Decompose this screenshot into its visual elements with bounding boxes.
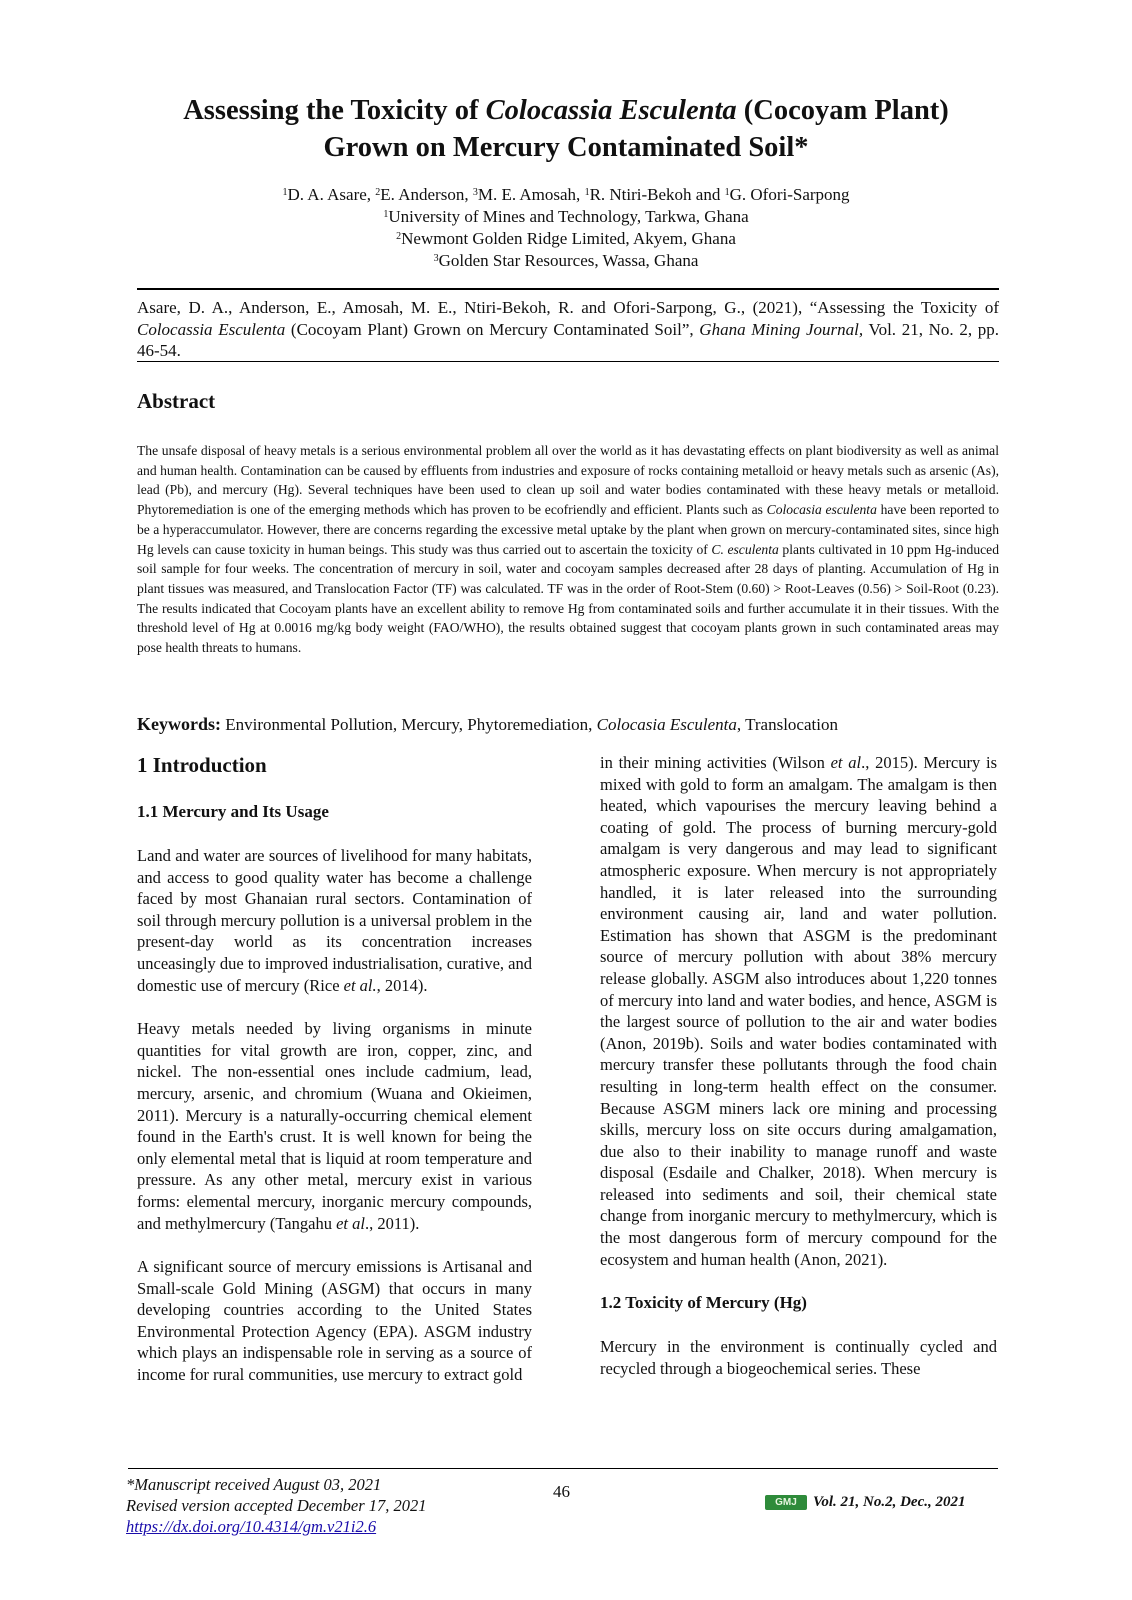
- author-sup: 1: [724, 187, 730, 198]
- keywords-text: Environmental Pollution, Mercury, Phytoremediation,: [221, 715, 597, 734]
- abstract-heading: Abstract: [137, 389, 216, 413]
- citation-italic: Colocassia Esculenta: [137, 319, 286, 339]
- author-sup: 1: [282, 187, 288, 198]
- footer-rule: [128, 1468, 998, 1469]
- paragraph-italic: et al.: [343, 975, 377, 995]
- affiliation-sup: 2: [396, 231, 402, 242]
- paragraph-text: in their mining activities (Wilson: [600, 753, 831, 772]
- paragraph-text: Land and water are sources of livelihood for many habitats, and access to good quality water has become a challenge faced by most Ghanaian rural sectors. Contamination of soil through mercury pollution is a universal problem in the present-day world as its concentration increases unceasingly due to improved industrialisation, curative, and domestic use of mercury (Rice: [137, 846, 532, 995]
- keywords: [137, 714, 1017, 735]
- section-heading-introduction: 1 Introduction: [137, 753, 267, 777]
- citation-text: Vol. 21, No. 2, pp. 46-54.: [137, 319, 999, 360]
- author-name: E. Anderson,: [380, 185, 473, 204]
- affiliation-text: Newmont Golden Ridge Limited, Akyem, Ghana: [401, 229, 736, 248]
- title-line1-italic: Colocassia Esculenta: [485, 95, 737, 126]
- paragraph-text: ., 2015). Mercury is mixed with gold to form an amalgam. The amalgam is then heated, which vapourises the mercury leaving behind a coating of gold. The process of burning mercury-gold amalgam is very dangerous and may lead to significant atmospheric exposure. When mercury is not appropriately handled, it is later released into the surrounding environment causing air, land and water pollution. Estimation has shown that ASGM is the predominant source of mercury pollution with about 38% mercury release globally. ASGM also introduces about 1,220 tonnes of mercury into land and water bodies, and hence, ASGM is the largest source of pollution to the air and water bodies (Anon, 2019b). Soils and water bodies contaminated with mercury transfer these pollutants through the food chain resulting in long-term health effect on the consumer. Because ASGM miners lack ore mining and processing skills, mercury loss on site occurs during amalgamation, due also to their inability to manage runoff and waste disposal (Esdaile and Chalker, 2018). When mercury is released into sediments and soil, their chemical state change from inorganic mercury to methylmercury, which is the most dangerous form of mercury compound for the ecosystem and human health (Anon, 2021).: [600, 753, 997, 1269]
- author-sup: 2: [375, 187, 381, 198]
- paragraph-text: Heavy metals needed by living organisms in minute quantities for vital growth are iron, copper, zinc, and nickel. The non-essential ones include cadmium, lead, mercury, arsenic, and chromium (Wuana and Okieimen, 2011). Mercury is a naturally-occurring chemical element found in the Earth's crust. It is well known for being the only elemental metal that is liquid at room temperature and pressure. As any other metal, mercury exist in various forms: elemental mercury, inorganic mercury compounds, and methylmercury (Tangahu: [137, 1019, 532, 1233]
- abstract-text-segment: plants cultivated in 10 ppm Hg-induced soil sample for four weeks. The concentration of mercury in soil, water and cocoyam samples decreased after 28 days of planting. Accumulation of Hg in plant tissues was measured, and Translocation Factor (TF) was calculated. TF was in the order of Root-Stem (0.60) > Root-Leaves (0.56) > Soil-Root (0.23). The results indicated that Cocoyam plants have an excellent ability to remove Hg from contaminated soils and further accumulate it in their tissues. With the threshold level of Hg at 0.0016 mg/kg body weight (FAO/WHO), the results obtained suggest that cocoyam plants grown in such contaminated areas may pose health threats to humans.: [137, 541, 999, 656]
- affiliation-sup: 1: [383, 209, 389, 220]
- citation-text: Asare, D. A., Anderson, E., Amosah, M. E., Ntiri-Bekoh, R. and Ofori-Sarpong, G., (2021), “Assessing the Toxicity of: [137, 298, 999, 317]
- paragraph: [137, 1018, 532, 1234]
- affiliation-text: Golden Star Resources, Wassa, Ghana: [438, 251, 699, 270]
- paragraph: Mercury in the environment is continually cycled and recycled through a biogeochemical series. These: [600, 1337, 997, 1378]
- title-line2: Grown on Mercury Contaminated Soil*: [323, 132, 809, 163]
- citation-text: (Cocoyam Plant) Grown on Mercury Contaminated Soil”,: [285, 319, 700, 339]
- author-list: [100, 184, 1032, 206]
- footer-manuscript-info: [126, 1474, 427, 1537]
- title-line1-post: (Cocoyam Plant): [736, 95, 949, 126]
- title-line1-pre: Assessing the Toxicity of: [183, 95, 486, 126]
- paragraph: A significant source of mercury emissions is Artisanal and Small-scale Gold Mining (ASGM) that occurs in many developing countries according to the United States Environmental Protection Agency (EPA). ASGM industry which plays an indispensable role in serving as a source of income for rural communities, use mercury to extract gold: [137, 1257, 532, 1385]
- author-sup: 1: [584, 187, 590, 198]
- keywords-text: , Translocation: [736, 715, 838, 734]
- manuscript-revised: Revised version accepted December 17, 2021: [126, 1496, 427, 1515]
- affiliation-text: University of Mines and Technology, Tarkwa, Ghana: [388, 207, 749, 226]
- left-column: [137, 752, 532, 1386]
- author-name: D. A. Asare,: [287, 185, 376, 204]
- right-column: [600, 752, 997, 1379]
- abstract-text-segment: have been reported to be a hyperaccumulator. However, there are concerns regarding the excessive metal uptake by the plant when grown on mercury-contaminated sites, since high Hg levels can cause toxicity in human beings. This study was thus carried out to ascertain the toxicity of: [137, 502, 1000, 557]
- affiliation: [100, 206, 1032, 228]
- paragraph: [137, 845, 532, 996]
- manuscript-received: *Manuscript received August 03, 2021: [126, 1475, 382, 1494]
- paragraph-italic: et al: [830, 753, 862, 772]
- paragraph-text: , 2014).: [376, 975, 428, 995]
- affiliation-sup: 3: [433, 253, 439, 264]
- citation-top-rule: [137, 288, 999, 290]
- author-name: M. E. Amosah,: [477, 185, 585, 204]
- gmj-logo-icon: GMJ: [765, 1495, 807, 1510]
- abstract-text: [137, 441, 999, 658]
- journal-volume: Vol. 21, No.2, Dec., 2021: [813, 1494, 966, 1510]
- affiliation: [100, 250, 1032, 272]
- doi-link[interactable]: https://dx.doi.org/10.4314/gm.v21i2.6: [126, 1517, 377, 1536]
- page-number: 46: [553, 1482, 570, 1501]
- footer-journal-info: [765, 1494, 966, 1511]
- abstract-text-segment: The unsafe disposal of heavy metals is a serious environmental problem all over the world as it has devastating effects on plant biodiversity as well as animal and human health. Contamination can be caused by effluents from industries and exposure of rocks containing metalloid or heavy metals such as arsenic (As), lead (Pb), and mercury (Hg). Several techniques have been used to clean up soil and water bodies contaminated with these heavy metals or metalloid. Phytoremediation is one of the emerging methods which has proven to be ecofriendly and efficient. Plants such as: [137, 443, 999, 518]
- paragraph-italic: et al: [336, 1213, 365, 1233]
- citation: [137, 297, 999, 362]
- subsection-heading-mercury-usage: 1.1 Mercury and Its Usage: [137, 802, 329, 821]
- author-name: R. Ntiri-Bekoh and: [589, 185, 725, 204]
- subsection-heading-toxicity: 1.2 Toxicity of Mercury (Hg): [600, 1293, 807, 1313]
- author-sup: 3: [472, 187, 478, 198]
- abstract-italic: C. esculenta: [711, 541, 779, 557]
- abstract-italic: Colocasia esculenta: [766, 502, 877, 518]
- paragraph-text: ., 2011).: [364, 1213, 420, 1233]
- citation-journal: Ghana Mining Journal,: [699, 319, 864, 339]
- affiliation: [100, 228, 1032, 250]
- citation-bottom-rule: [137, 361, 999, 362]
- authors-block: [100, 184, 1032, 272]
- paper-title: [100, 92, 1032, 166]
- paragraph: [600, 752, 997, 1270]
- keywords-label: Keywords:: [137, 714, 221, 734]
- keywords-italic: Colocasia Esculenta: [596, 715, 737, 734]
- author-name: G. Ofori-Sarpong: [729, 185, 850, 204]
